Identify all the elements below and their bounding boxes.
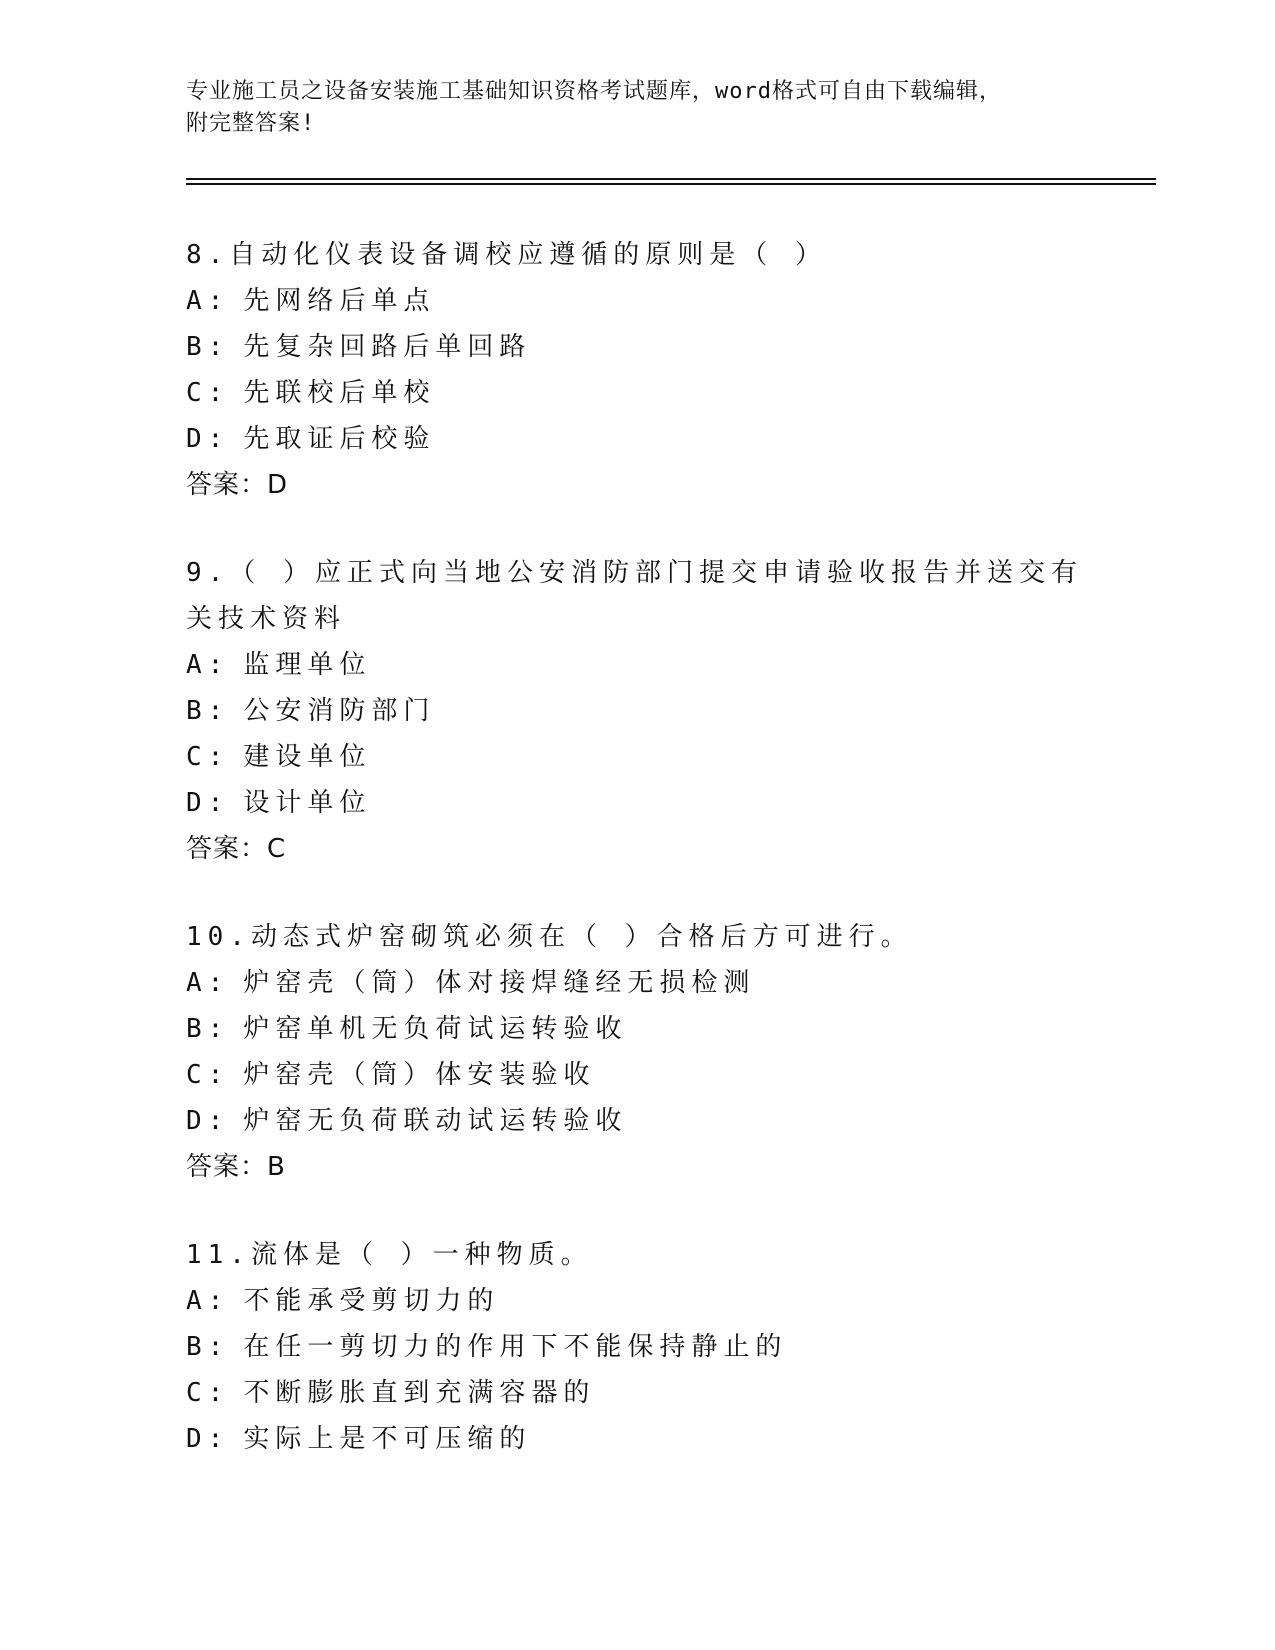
answer-value: D: [267, 470, 289, 500]
option-label: C:: [186, 1378, 230, 1408]
option-text: 先复杂回路后单回路: [243, 332, 532, 362]
answer-label: 答案：: [186, 1152, 268, 1182]
header-rule-top: [186, 178, 1156, 180]
option-b: [186, 1324, 1106, 1370]
question-stem: 10.动态式炉窑砌筑必须在（ ）合格后方可进行。: [186, 922, 913, 952]
answer-value: B: [267, 1152, 286, 1182]
option-text: 先网络后单点: [243, 286, 436, 316]
option-text: 在任一剪切力的作用下不能保持静止的: [243, 1332, 788, 1362]
option-label: D:: [186, 1106, 230, 1136]
option-text: 设计单位: [243, 788, 372, 818]
option-label: B:: [186, 696, 230, 726]
option-label: A:: [186, 286, 230, 316]
option-a: [186, 642, 1106, 688]
option-text: 不断膨胀直到充满容器的: [243, 1378, 596, 1408]
option-b: [186, 688, 1106, 734]
question-list: [186, 232, 1106, 1504]
option-label: A:: [186, 650, 230, 680]
option-text: 炉窑壳（筒）体安装验收: [243, 1060, 596, 1090]
option-text: 炉窑无负荷联动试运转验收: [243, 1106, 628, 1136]
option-text: 建设单位: [243, 742, 372, 772]
option-label: C:: [186, 378, 230, 408]
option-label: D:: [186, 788, 230, 818]
option-d: [186, 1098, 1106, 1144]
question-11: [186, 1232, 1106, 1462]
option-label: D:: [186, 424, 230, 454]
option-text: 实际上是不可压缩的: [243, 1424, 532, 1454]
option-label: A:: [186, 1286, 230, 1316]
document-header: [186, 76, 1086, 140]
header-line-1: 专业施工员之设备安装施工基础知识资格考试题库，word格式可自由下载编辑，: [186, 79, 1002, 104]
option-text: 监理单位: [243, 650, 372, 680]
option-b: [186, 1006, 1106, 1052]
option-text: 炉窑壳（筒）体对接焊缝经无损检测: [243, 968, 756, 998]
option-text: 公安消防部门: [243, 696, 436, 726]
question-stem: 8.自动化仪表设备调校应遵循的原则是（ ）: [186, 240, 827, 270]
answer-line: [186, 826, 1106, 872]
option-text: 炉窑单机无负荷试运转验收: [243, 1014, 628, 1044]
option-text: 先取证后校验: [243, 424, 436, 454]
question-8: [186, 232, 1106, 508]
option-a: [186, 1278, 1106, 1324]
option-c: [186, 1370, 1106, 1416]
answer-line: [186, 1144, 1106, 1190]
option-c: [186, 734, 1106, 780]
question-stem: 11.流体是（ ）一种物质。: [186, 1240, 593, 1270]
option-a: [186, 960, 1106, 1006]
option-c: [186, 1052, 1106, 1098]
header-line-2: 附完整答案!: [186, 111, 316, 136]
option-label: C:: [186, 742, 230, 772]
option-label: B:: [186, 1332, 230, 1362]
answer-label: 答案：: [186, 834, 268, 864]
answer-value: C: [267, 834, 287, 864]
option-c: [186, 370, 1106, 416]
option-label: D:: [186, 1424, 230, 1454]
option-d: [186, 1416, 1106, 1462]
option-label: C:: [186, 1060, 230, 1090]
option-text: 不能承受剪切力的: [243, 1286, 500, 1316]
option-d: [186, 780, 1106, 826]
option-label: A:: [186, 968, 230, 998]
question-9: [186, 550, 1106, 872]
option-d: [186, 416, 1106, 462]
option-label: B:: [186, 1014, 230, 1044]
option-text: 先联校后单校: [243, 378, 436, 408]
option-a: [186, 278, 1106, 324]
question-10: [186, 914, 1106, 1190]
answer-label: 答案：: [186, 470, 268, 500]
answer-line: [186, 462, 1106, 508]
option-label: B:: [186, 332, 230, 362]
question-stem: 9.（ ）应正式向当地公安消防部门提交申请验收报告并送交有关技术资料: [186, 558, 1083, 634]
header-rule-bottom: [186, 183, 1156, 185]
option-b: [186, 324, 1106, 370]
